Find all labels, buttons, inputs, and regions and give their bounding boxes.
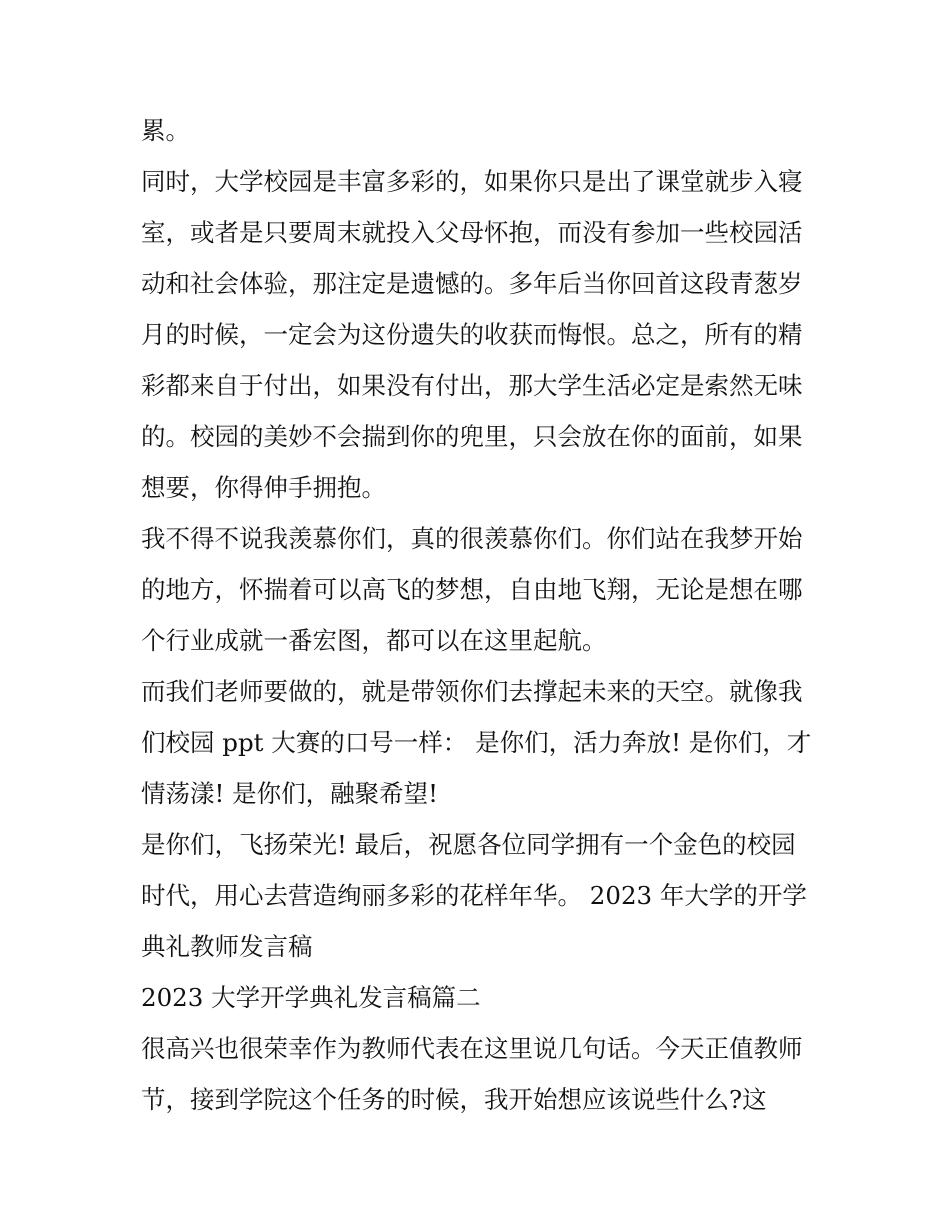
text-line: 我不得不说我羡慕你们，真的很羡慕你们。你们站在我梦开始 xyxy=(141,524,803,553)
text-line: 累。 xyxy=(141,116,190,145)
text-line: 节，接到学院这个任务的时候，我开始想应该说些什么?这 xyxy=(141,1085,767,1114)
text-line: 同时，大学校园是丰富多彩的，如果你只是出了课堂就步入寝 xyxy=(141,167,803,196)
text-line: 是你们，飞扬荣光! 最后，祝愿各位同学拥有一个金色的校园 xyxy=(141,830,796,859)
text-line: 时代，用心去营造绚丽多彩的花样年华。 2023 年大学的开学 xyxy=(141,881,807,910)
text-line: 动和社会体验，那注定是遗憾的。多年后当你回首这段青葱岁 xyxy=(141,269,803,298)
text-line: 的。校园的美妙不会揣到你的兜里，只会放在你的面前，如果 xyxy=(141,422,803,451)
text-line: 月的时候，一定会为这份遗失的收获而悔恨。总之，所有的精 xyxy=(141,320,803,349)
text-line: 情荡漾! 是你们，融聚希望! xyxy=(141,779,438,808)
text-line: 典礼教师发言稿 xyxy=(141,932,313,961)
text-line: 很高兴也很荣幸作为教师代表在这里说几句话。今天正值教师 xyxy=(141,1034,803,1063)
text-line: 而我们老师要做的，就是带领你们去撑起未来的天空。就像我 xyxy=(141,677,803,706)
section-heading: 2023 大学开学典礼发言稿篇二 xyxy=(141,983,481,1012)
text-line: 想要，你得伸手拥抱。 xyxy=(141,473,386,502)
text-line: 室，或者是只要周末就投入父母怀抱，而没有参加一些校园活 xyxy=(141,218,803,247)
text-line: 的地方，怀揣着可以高飞的梦想，自由地飞翔，无论是想在哪 xyxy=(141,575,803,604)
document-body xyxy=(141,105,821,1125)
text-line: 个行业成就一番宏图，都可以在这里起航。 xyxy=(141,626,607,655)
text-line: 彩都来自于付出，如果没有付出，那大学生活必定是索然无味 xyxy=(141,371,803,400)
text-line: 们校园 ppt 大赛的口号一样： 是你们，活力奔放! 是你们，才 xyxy=(141,728,812,757)
